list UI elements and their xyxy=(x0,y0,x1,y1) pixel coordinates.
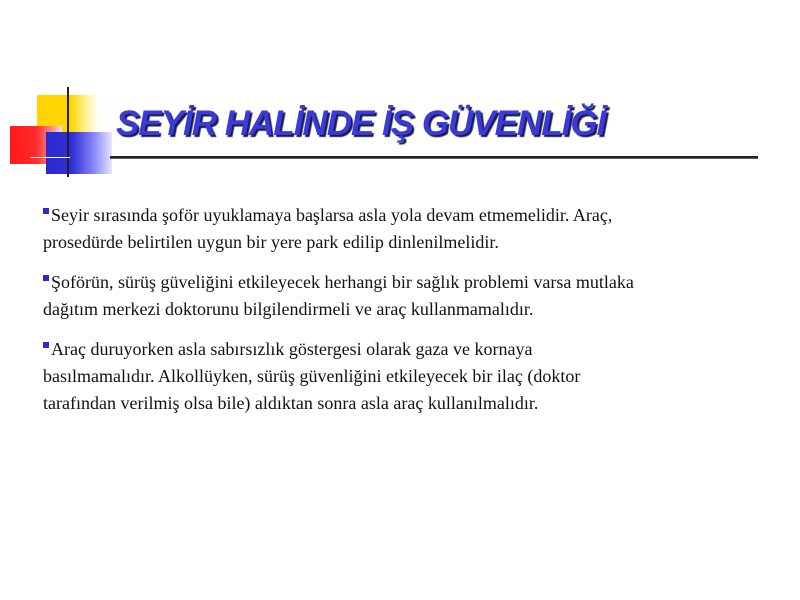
bullet-item-3 xyxy=(43,336,783,417)
slide-title: SEYİR HALİNDE İŞ GÜVENLİĞİ xyxy=(116,104,606,143)
bullet-2-line-2: dağıtım merkezi doktorunu bilgilendirmeli ve araç kullanmamalıdır. xyxy=(43,299,534,319)
square-bullet-icon xyxy=(43,275,49,281)
bullet-1-line-2: prosedürde belirtilen uygun bir yere park edilip dinlenilmelidir. xyxy=(43,232,499,252)
vertical-line xyxy=(67,87,69,177)
square-bullet-icon xyxy=(43,342,49,348)
bullet-list xyxy=(43,202,783,430)
blue-square xyxy=(46,132,112,174)
bullet-item-1 xyxy=(43,202,783,256)
decorative-squares-logo xyxy=(0,0,120,190)
bullet-item-2 xyxy=(43,269,783,323)
bullet-3-line-2: basılmamalıdır. Alkollüyken, sürüş güvenliğini etkileyecek bir ilaç (doktor xyxy=(43,366,581,386)
bullet-1-line-1: Seyir sırasında şoför uyuklamaya başlarsa asla yola devam etmemelidir. Araç, xyxy=(51,205,613,225)
bullet-3-line-3: tarafından verilmiş olsa bile) aldıktan sonra asla araç kullanılmalıdır. xyxy=(43,393,539,413)
bullet-2-line-1: Şoförün, sürüş güveliğini etkileyecek herhangi bir sağlık problemi varsa mutlaka xyxy=(51,272,634,292)
bullet-3-line-1: Araç duruyorken asla sabırsızlık göstergesi olarak gaza ve kornaya xyxy=(51,339,533,359)
title-underline xyxy=(110,156,758,159)
logo-white-line xyxy=(30,157,70,158)
square-bullet-icon xyxy=(43,208,49,214)
